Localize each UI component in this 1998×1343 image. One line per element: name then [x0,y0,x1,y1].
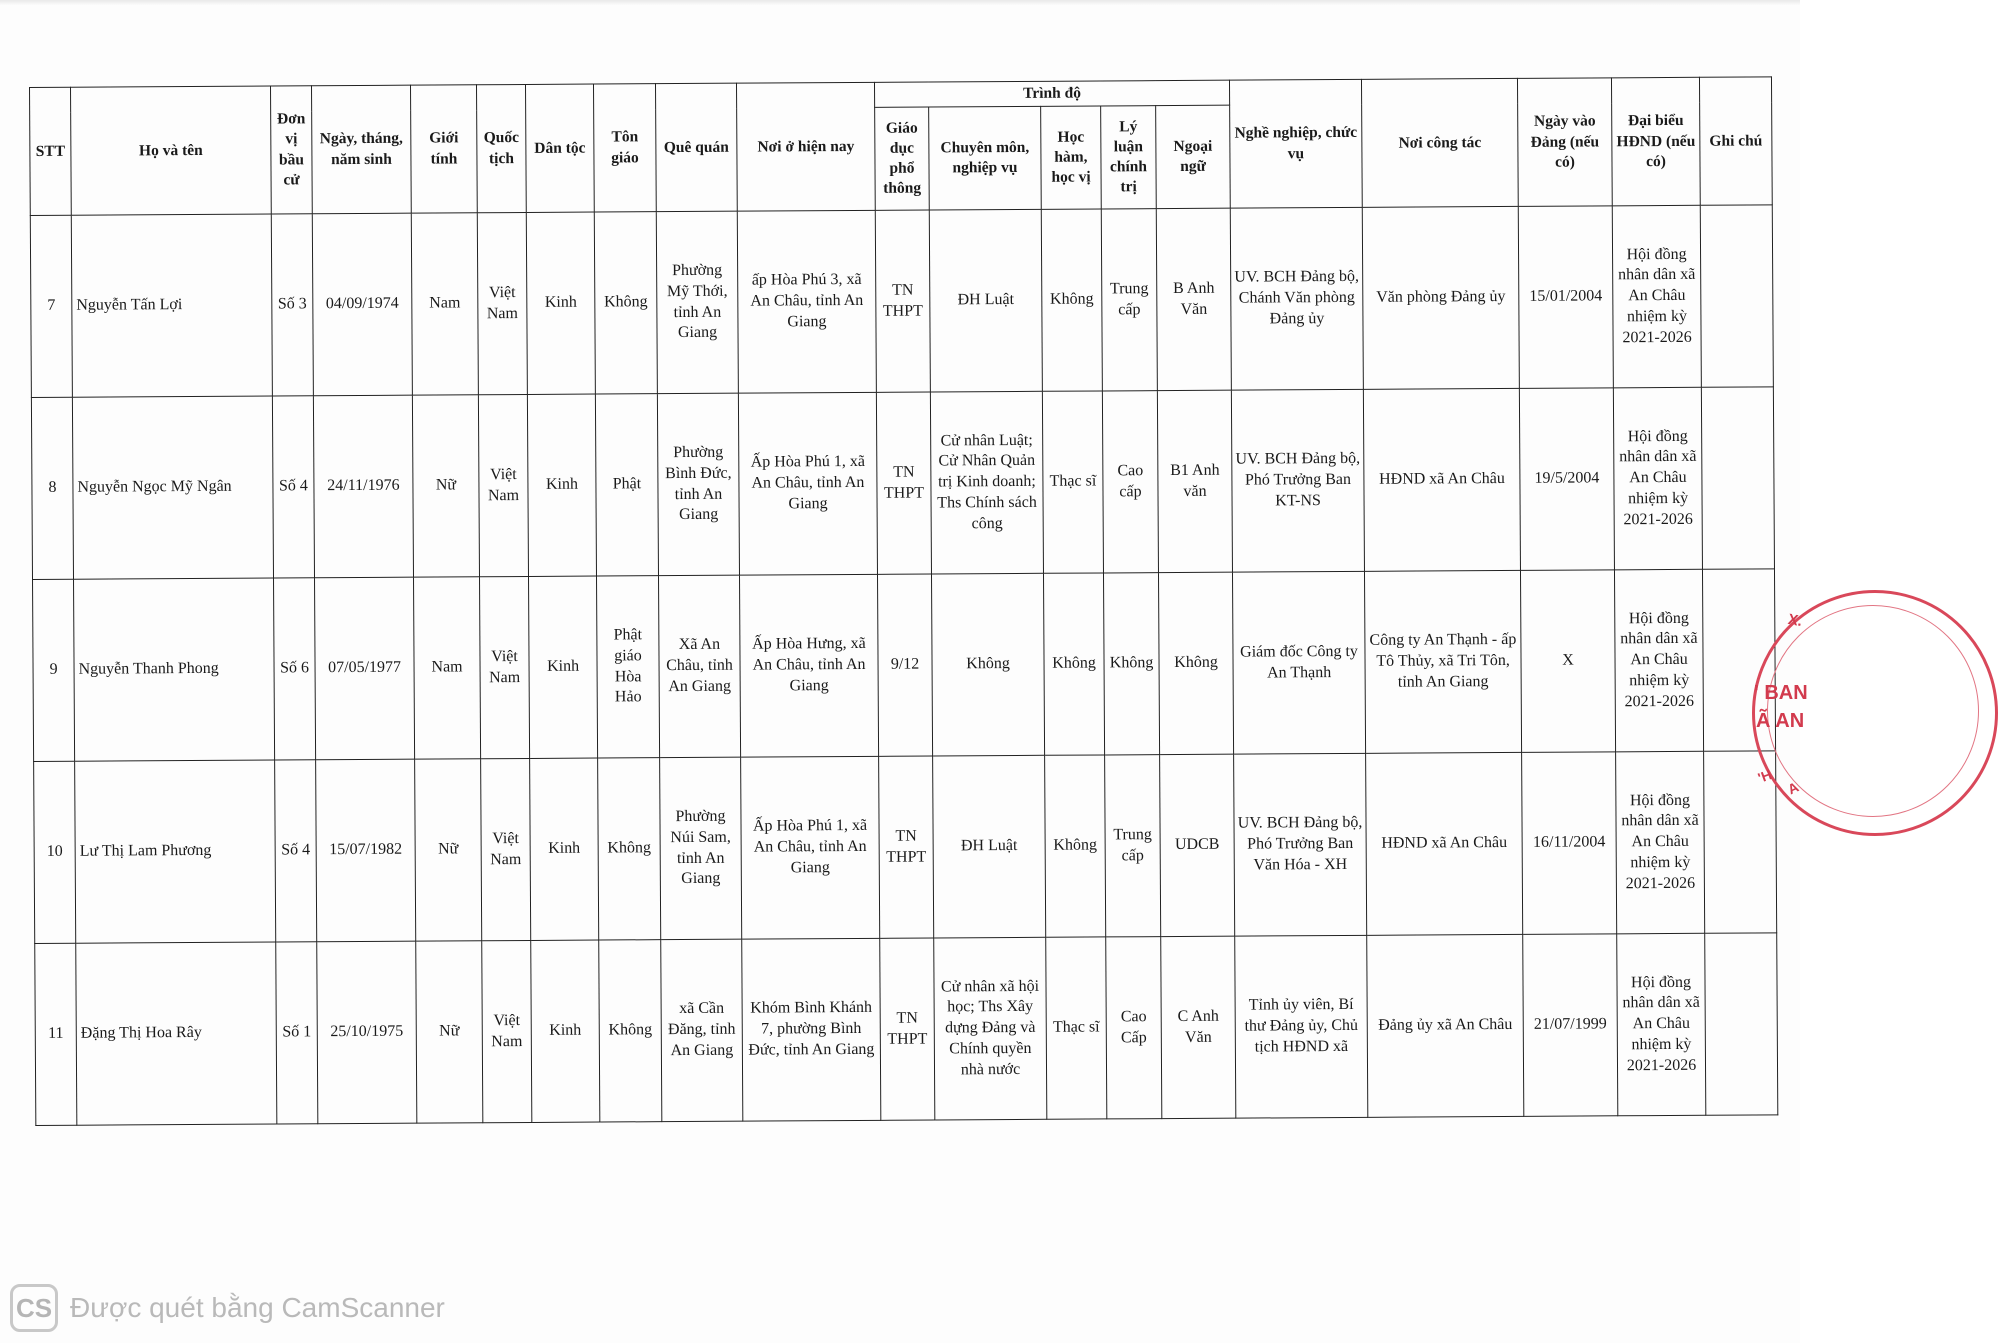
table-row [31,387,1774,580]
cell-edu-political: Trung cấp [1101,209,1157,391]
cell-name: Nguyễn Ngọc Mỹ Ngân [72,396,273,579]
header-occupation: Nghề nghiệp, chức vụ [1230,79,1363,208]
header-edu-language: Ngoại ngữ [1156,105,1231,208]
seal-lettering [1752,590,1832,840]
cell-party-date: X [1521,570,1616,753]
header-ethnicity: Dân tộc [525,84,594,213]
cell-edu-language: B Anh Văn [1156,208,1231,390]
cell-edu-professional: Không [931,573,1044,756]
table-row [34,751,1777,944]
header-edu-academic: Học hàm, học vị [1041,106,1102,209]
cell-workplace: Đảng ủy xã An Châu [1367,935,1524,1118]
cell-ethnicity: Kinh [530,758,599,940]
cell-nationality: Việt Nam [482,941,532,1123]
cell-unit: Số 1 [276,942,318,1124]
cell-stt: 7 [30,215,72,397]
cell-edu-professional: Cử nhân Luật; Cử Nhân Quản trị Kinh doanh; Ths Chính sách công [930,391,1043,574]
cell-name: Nguyễn Tấn Lợi [71,214,272,397]
cell-nationality: Việt Nam [480,577,530,759]
cell-residence: Khóm Bình Khánh 7, phường Bình Đức, tỉnh An Giang [742,938,881,1121]
red-seal-stamp [1752,590,1832,840]
cell-edu-general: TN THPT [876,392,931,574]
cell-religion: Không [599,940,662,1122]
cell-unit: Số 3 [271,214,313,396]
cell-ethnicity: Kinh [531,940,600,1122]
cell-council: Hội đồng nhân dân xã An Châu nhiệm kỳ 2021-2026 [1616,751,1705,934]
cell-party-date: 16/11/2004 [1522,752,1617,935]
cell-nationality: Việt Nam [478,395,528,577]
cell-council: Hội đồng nhân dân xã An Châu nhiệm kỳ 2021-2026 [1617,933,1706,1116]
cell-party-date: 15/01/2004 [1518,206,1613,389]
cell-council: Hội đồng nhân dân xã An Châu nhiệm kỳ 2021-2026 [1612,205,1701,388]
cell-residence: Ấp Hòa Phú 1, xã An Châu, tỉnh An Giang [741,756,880,939]
cell-hometown: Phường Bình Đức, tỉnh An Giang [657,393,739,575]
camscanner-watermark [10,1282,445,1334]
scan-edge [0,0,1800,6]
cell-occupation: UV. BCH Đảng bộ, Phó Trưởng Ban KT-NS [1231,389,1364,572]
cell-stt: 11 [35,943,77,1125]
cell-dob: 24/11/1976 [313,395,413,578]
cell-edu-general: TN THPT [880,938,935,1120]
header-council: Đại biểu HĐND (nếu có) [1612,77,1701,206]
table-row [35,933,1778,1126]
cell-edu-academic: Không [1041,209,1102,391]
header-hometown: Quê quán [655,83,737,212]
cell-workplace: Công ty An Thạnh - ấp Tô Thủy, xã Tri Tôn, tỉnh An Giang [1365,571,1522,754]
cell-stt: 10 [34,761,76,943]
candidate-table [29,76,1778,1126]
cell-residence: Ấp Hòa Hưng, xã An Châu, tỉnh An Giang [739,574,878,757]
header-name: Họ và tên [71,86,272,215]
cell-edu-general: TN THPT [879,756,934,938]
cell-workplace: HĐND xã An Châu [1366,753,1523,936]
cell-occupation: Giám đốc Công ty An Thạnh [1233,571,1366,754]
table-row [30,205,1773,398]
cell-note [1705,933,1778,1115]
cell-religion: Không [598,758,661,940]
header-nationality: Quốc tịch [476,84,526,212]
cell-edu-academic: Thạc sĩ [1042,391,1103,573]
cell-nationality: Việt Nam [477,213,527,395]
header-workplace: Nơi công tác [1362,78,1519,207]
camscanner-logo-icon: CS [10,1284,58,1332]
cell-edu-language: UDCB [1160,754,1235,936]
cell-edu-academic: Không [1043,573,1104,755]
cell-note [1701,387,1774,569]
cell-party-date: 21/07/1999 [1523,934,1618,1117]
cell-hometown: Phường Mỹ Thới, tỉnh An Giang [656,211,738,393]
cell-name: Đặng Thị Hoa Rây [76,942,277,1125]
cell-ethnicity: Kinh [527,394,596,576]
header-unit: Đơn vị bầu cử [270,86,312,214]
header-religion: Tôn giáo [593,84,656,213]
header-edu-general: Giáo dục phổ thông [875,107,930,210]
cell-edu-professional: ĐH Luật [933,755,1046,938]
cell-religion: Phật giáo Hòa Hảo [596,576,659,758]
cell-dob: 07/05/1977 [315,577,415,760]
cell-residence: ấp Hòa Phú 3, xã An Châu, tỉnh An Giang [737,210,876,393]
cell-name: Lư Thị Lam Phương [75,760,276,943]
cell-occupation: UV. BCH Đảng bộ, Chánh Văn phòng Đảng ủy [1230,207,1363,390]
cell-edu-general: 9/12 [877,574,932,756]
cell-stt: 8 [31,397,73,579]
cell-edu-political: Không [1103,573,1159,755]
header-dob: Ngày, tháng, năm sinh [311,85,411,214]
cell-workplace: Văn phòng Đảng ủy [1362,207,1519,390]
cell-unit: Số 6 [274,578,316,760]
cell-edu-political: Trung cấp [1105,755,1161,937]
cell-gender: Nam [411,213,478,395]
cell-dob: 25/10/1975 [317,941,417,1124]
seal-fragment: X. [1786,610,1804,631]
seal-fragment: Ã AN [1756,710,1805,732]
cell-unit: Số 4 [275,760,317,942]
table-row [33,569,1776,762]
cell-edu-language: C Anh Văn [1161,936,1236,1118]
camscanner-text: Được quét bằng CamScanner [70,1292,445,1323]
cell-religion: Không [594,212,657,394]
header-party-date: Ngày vào Đảng (nếu có) [1518,78,1613,207]
cell-ethnicity: Kinh [529,576,598,758]
cell-edu-language: B1 Anh văn [1157,390,1232,572]
seal-fragment: 'H [1755,766,1774,786]
cell-occupation: UV. BCH Đảng bộ, Phó Trưởng Ban Văn Hóa - XH [1234,753,1367,936]
header-gender: Giới tính [410,85,477,214]
cell-residence: Ấp Hòa Phú 1, xã An Châu, tỉnh An Giang [738,392,877,575]
cell-name: Nguyễn Thanh Phong [74,578,275,761]
header-stt: STT [30,87,72,215]
cell-edu-political: Cao Cấp [1106,937,1162,1119]
cell-hometown: Xã An Châu, tỉnh An Giang [658,575,740,757]
header-education-group: Trình độ [874,80,1229,107]
cell-edu-general: TN THPT [875,210,930,392]
header-edu-political: Lý luận chính trị [1101,106,1157,209]
cell-religion: Phật [595,394,658,576]
header-note: Ghi chú [1700,77,1773,206]
candidate-rows [30,205,1778,1126]
cell-edu-language: Không [1158,572,1233,754]
cell-hometown: Phường Núi Sam, tỉnh An Giang [660,757,742,939]
cell-edu-professional: ĐH Luật [929,209,1042,392]
cell-note [1700,205,1773,387]
cell-edu-political: Cao cấp [1102,391,1158,573]
cell-gender: Nữ [412,395,479,577]
seal-fragment: A [1785,778,1802,798]
cell-council: Hội đồng nhân dân xã An Châu nhiệm kỳ 2021-2026 [1615,569,1704,752]
cell-stt: 9 [33,579,75,761]
header-edu-professional: Chuyên môn, nghiệp vụ [929,106,1042,210]
cell-gender: Nữ [415,759,482,941]
cell-hometown: xã Cần Đăng, tỉnh An Giang [661,939,743,1121]
cell-council: Hội đồng nhân dân xã An Châu nhiệm kỳ 2021-2026 [1613,387,1702,570]
cell-ethnicity: Kinh [526,212,595,394]
cell-gender: Nam [414,577,481,759]
cell-dob: 04/09/1974 [312,213,412,396]
cell-occupation: Tỉnh ủy viên, Bí thư Đảng ủy, Chủ tịch HĐND xã [1235,935,1368,1118]
header-residence: Nơi ở hiện nay [736,82,875,211]
cell-nationality: Việt Nam [481,759,531,941]
cell-unit: Số 4 [272,396,314,578]
cell-edu-academic: Không [1045,755,1106,937]
cell-edu-academic: Thạc sĩ [1046,937,1107,1119]
cell-workplace: HĐND xã An Châu [1363,389,1520,572]
cell-gender: Nữ [416,941,483,1123]
cell-edu-professional: Cử nhân xã hội học; Ths Xây dựng Đảng và Chính quyền nhà nước [934,937,1047,1120]
cell-dob: 15/07/1982 [316,759,416,942]
seal-fragment: ' BAN [1754,682,1808,704]
cell-party-date: 19/5/2004 [1519,388,1614,571]
